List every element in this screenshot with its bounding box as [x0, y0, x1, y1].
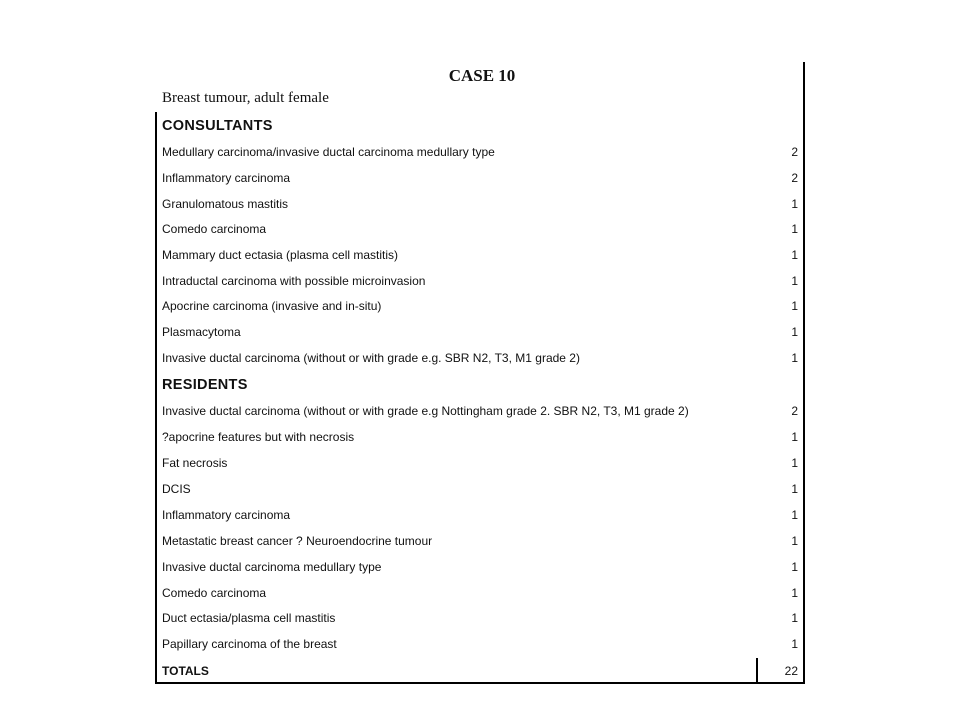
- table-row: [158, 428, 798, 448]
- row-count: 1: [791, 197, 798, 211]
- row-count: 2: [791, 145, 798, 159]
- table-row: [158, 220, 798, 240]
- consultants-header: CONSULTANTS: [162, 118, 273, 134]
- row-count: 1: [791, 611, 798, 625]
- row-count: 1: [791, 325, 798, 339]
- row-label: ?apocrine features but with necrosis: [162, 430, 355, 444]
- table-row: [158, 143, 798, 163]
- row-label: Inflammatory carcinoma: [162, 171, 291, 185]
- row-count: 1: [791, 560, 798, 574]
- row-count: 1: [791, 222, 798, 236]
- row-count: 1: [791, 248, 798, 262]
- row-count: 1: [791, 299, 798, 313]
- row-label: Invasive ductal carcinoma medullary type: [162, 560, 382, 574]
- table-row: [158, 272, 798, 292]
- row-label: Intraductal carcinoma with possible microinvasion: [162, 274, 426, 288]
- table-border-bottom: [155, 682, 805, 684]
- row-label: Plasmacytoma: [162, 325, 241, 339]
- case-subtitle: Breast tumour, adult female: [162, 90, 329, 106]
- row-label: Medullary carcinoma/invasive ductal carcinoma medullary type: [162, 145, 495, 159]
- table-row: [158, 402, 798, 422]
- row-count: 1: [791, 534, 798, 548]
- table-row: [158, 480, 798, 500]
- table-row: [158, 532, 798, 552]
- table-row: [158, 635, 798, 655]
- totals-label: TOTALS: [162, 664, 209, 678]
- row-count: 1: [791, 482, 798, 496]
- table-row: [158, 297, 798, 317]
- row-label: Metastatic breast cancer ? Neuroendocrine tumour: [162, 534, 433, 548]
- row-count: 1: [791, 456, 798, 470]
- row-label: Inflammatory carcinoma: [162, 508, 291, 522]
- row-label: Invasive ductal carcinoma (without or with grade e.g. SBR N2, T3, M1 grade 2): [162, 351, 580, 365]
- row-count: 2: [791, 404, 798, 418]
- totals-count: 22: [784, 664, 798, 678]
- residents-header: RESIDENTS: [162, 377, 248, 393]
- table-row: [158, 584, 798, 604]
- row-label: Comedo carcinoma: [162, 586, 267, 600]
- row-label: Mammary duct ectasia (plasma cell mastitis): [162, 248, 399, 262]
- row-label: Fat necrosis: [162, 456, 228, 470]
- table-border-right: [803, 62, 805, 684]
- table-border-left: [155, 112, 157, 684]
- table-row: [158, 609, 798, 629]
- row-label: Comedo carcinoma: [162, 222, 267, 236]
- case-title: CASE 10: [448, 66, 516, 85]
- row-label: Invasive ductal carcinoma (without or with grade e.g Nottingham grade 2. SBR N2, T3, M1 grade 2): [162, 404, 689, 418]
- table-row: [158, 506, 798, 526]
- table-row: [158, 169, 798, 189]
- row-count: 1: [791, 274, 798, 288]
- row-count: 1: [791, 637, 798, 651]
- table-row: [158, 323, 798, 343]
- row-count: 1: [791, 508, 798, 522]
- row-label: Apocrine carcinoma (invasive and in-situ): [162, 299, 382, 313]
- row-label: DCIS: [162, 482, 191, 496]
- table-row: [158, 349, 798, 369]
- row-label: Granulomatous mastitis: [162, 197, 289, 211]
- row-count: 1: [791, 351, 798, 365]
- totals-row: [158, 664, 798, 682]
- table-row: [158, 454, 798, 474]
- row-count: 2: [791, 171, 798, 185]
- table-row: [158, 195, 798, 215]
- row-label: Papillary carcinoma of the breast: [162, 637, 337, 651]
- table-row: [158, 558, 798, 578]
- table-row: [158, 246, 798, 266]
- row-count: 1: [791, 430, 798, 444]
- row-label: Duct ectasia/plasma cell mastitis: [162, 611, 336, 625]
- row-count: 1: [791, 586, 798, 600]
